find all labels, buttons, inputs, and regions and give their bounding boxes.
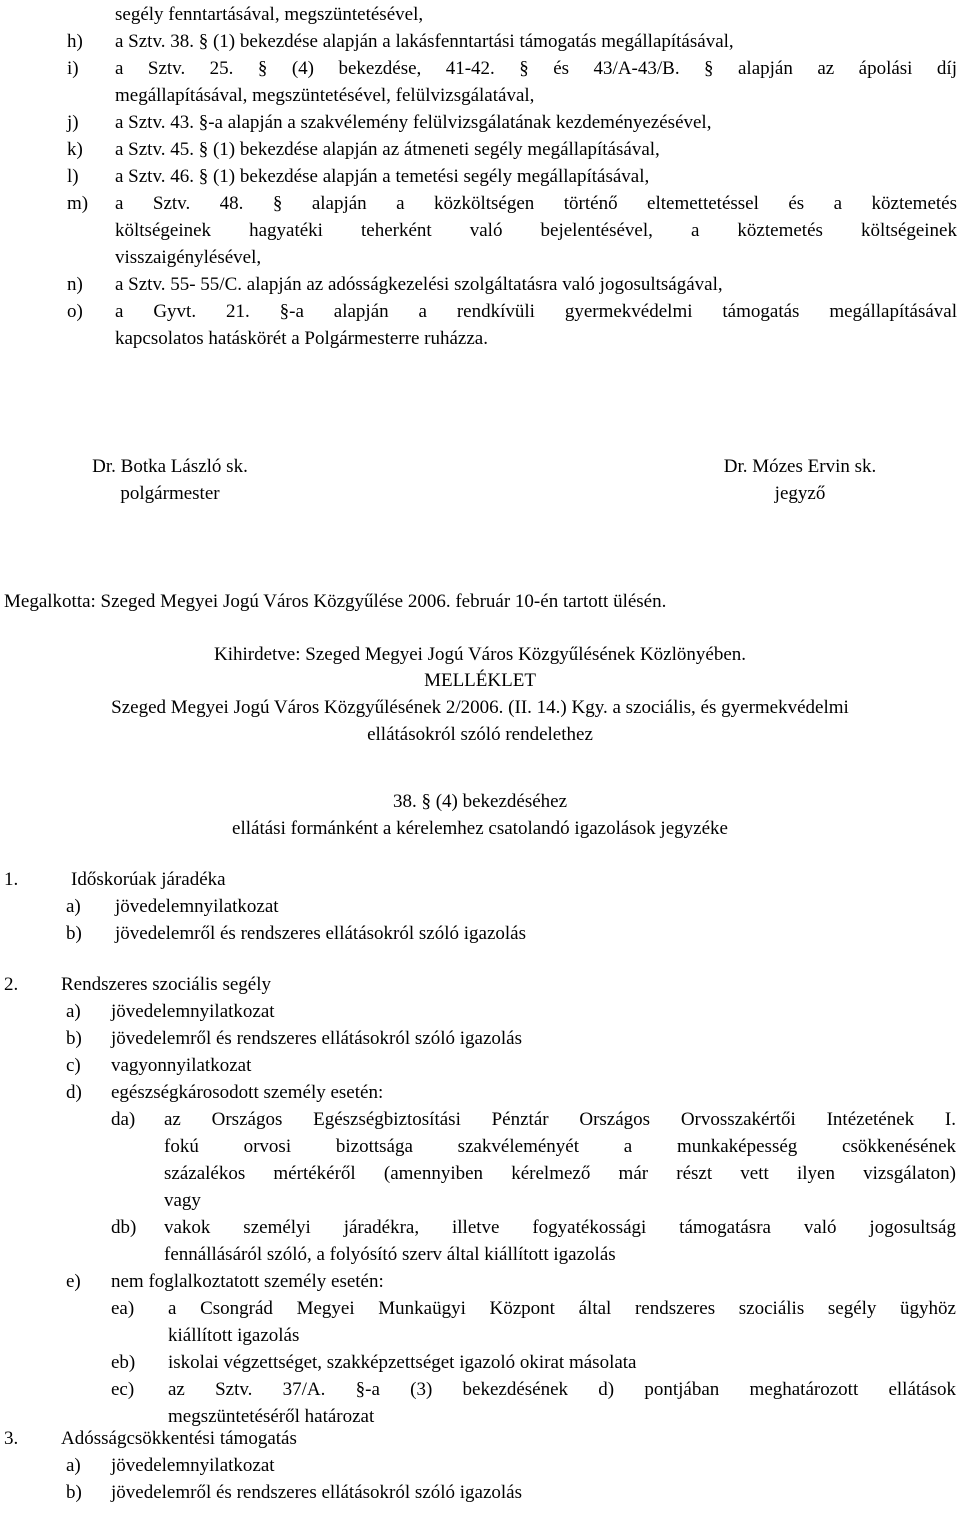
annex-line-1: Szeged Megyei Jogú Város Közgyűlésének 2/2006. (II. 14.) Kgy. a szociális, és gyermekvédelmi <box>111 697 849 718</box>
section-title: Időskorúak járadéka <box>71 869 226 890</box>
list-item <box>4 1025 956 1052</box>
section-2 <box>4 971 956 1430</box>
list-item-label: a) <box>66 896 81 917</box>
list-item-text: kapcsolatos hatáskörét a Polgármesterre ruházza. <box>115 328 488 349</box>
list-item-l <box>67 163 957 190</box>
section-title: Rendszeres szociális segély <box>61 974 271 995</box>
sub-item <box>4 1106 956 1133</box>
section-number: 1. <box>4 869 19 890</box>
sub-item-text: megszüntetéséről határozat <box>168 1406 375 1427</box>
sub-item <box>4 1295 956 1322</box>
list-item-label: n) <box>67 274 83 295</box>
list-item-label: c) <box>66 1055 81 1076</box>
mayor-title: polgármester <box>120 483 220 504</box>
promulgated-line: Kihirdetve: Szeged Megyei Jogú Város Közgyűlésének Közlönyében. <box>213 644 747 665</box>
enacted-line: Megalkotta: Szeged Megyei Jogú Város Közgyűlése 2006. február 10-én tartott ülésén. <box>4 591 667 612</box>
list-item-m-cont <box>67 217 957 244</box>
sub-item-cont <box>4 1160 956 1187</box>
list-item-text: egészségkárosodott személy esetén: <box>111 1082 384 1103</box>
notary-title: jegyző <box>774 483 826 504</box>
list-item <box>4 920 956 947</box>
sub-item <box>4 1349 956 1376</box>
mayor-signature <box>40 453 300 507</box>
sub-item-label: ec) <box>111 1379 135 1400</box>
sub-item-cont <box>4 1241 956 1268</box>
list-item-text: a Sztv. 25. § (4) bekezdése, 41-42. § és 43/A-43/B. § alapján az ápolási díj <box>115 58 957 79</box>
annex-line-2: ellátásokról szóló rendelethez <box>367 724 593 745</box>
sub-item-cont <box>4 1322 956 1349</box>
list-item <box>4 1452 956 1479</box>
ref-line-1: 38. § (4) bekezdéséhez <box>392 791 568 812</box>
list-item-label: d) <box>66 1082 82 1103</box>
list-item <box>4 893 956 920</box>
list-item-o <box>67 298 957 325</box>
list-item-label: b) <box>66 1482 82 1503</box>
list-item-text: nem foglalkoztatott személy esetén: <box>111 1271 384 1292</box>
ref-line-2: ellátási formánként a kérelemhez csatolandó igazolások jegyzéke <box>232 818 728 839</box>
annex-title: MELLÉKLET <box>424 670 536 691</box>
sub-item <box>4 1214 956 1241</box>
list-item-text: jövedelemről és rendszeres ellátásokról szóló igazolás <box>111 1028 522 1049</box>
notary-signature <box>680 453 920 507</box>
list-item-label: e) <box>66 1271 81 1292</box>
sub-item-text: a Csongrád Megyei Munkaügyi Központ által rendszeres szociális segély ügyhöz <box>168 1298 956 1319</box>
sub-item-text: vagy <box>164 1190 201 1211</box>
section-heading <box>4 866 956 893</box>
sub-item-label: ea) <box>111 1298 135 1319</box>
section-heading <box>4 971 956 998</box>
list-item-text: a Sztv. 46. § (1) bekezdése alapján a temetési segély megállapításával, <box>115 166 650 187</box>
list-item-label: m) <box>67 193 89 214</box>
list-item-text: vagyonnyilatkozat <box>111 1055 252 1076</box>
list-item-text: jövedelemről és rendszeres ellátásokról szóló igazolás <box>115 923 526 944</box>
list-item-text: a Gyvt. 21. §-a alapján a rendkívüli gyermekvédelmi támogatás megállapításával <box>115 301 957 322</box>
list-item-text: megállapításával, megszüntetésével, felülvizsgálatával, <box>115 85 535 106</box>
list-item-text: a Sztv. 48. § alapján a közköltségen történő eltemettetéssel és a köztemetés <box>115 193 957 214</box>
sub-item-cont <box>4 1133 956 1160</box>
section-number: 3. <box>4 1428 19 1449</box>
list-item-text: jövedelemről és rendszeres ellátásokról szóló igazolás <box>111 1482 522 1503</box>
sub-item-text: százalékos mértékéről (amennyiben kérelmező már részt vett ilyen vizsgálaton) <box>164 1163 956 1184</box>
section-heading <box>4 1425 956 1452</box>
list-item-i-cont <box>67 82 957 109</box>
list-item-text: a Sztv. 38. § (1) bekezdése alapján a lakásfenntartási támogatás megállapításával, <box>115 31 734 52</box>
section-3 <box>4 1425 956 1506</box>
sub-item-text: fennállásáról szóló, a folyósító szerv által kiállított igazolás <box>164 1244 616 1265</box>
sub-item-text: vakok személyi járadékra, illetve fogyatékossági támogatásra való jogosultság <box>164 1217 956 1238</box>
list-item-label: b) <box>66 923 82 944</box>
list-item-text: a Sztv. 55- 55/C. alapján az adósságkezelési szolgáltatásra való jogosultságával, <box>115 274 723 295</box>
sub-item-label: da) <box>111 1109 136 1130</box>
list-continuation-text: segély fenntartásával, megszüntetésével, <box>115 4 424 25</box>
list-item-text: jövedelemnyilatkozat <box>115 896 279 917</box>
list-item-label: h) <box>67 31 83 52</box>
list-item <box>4 1268 956 1295</box>
sub-item-text: iskolai végzettséget, szakképzettséget igazoló okirat másolata <box>168 1352 637 1373</box>
list-continuation <box>67 1 957 28</box>
sub-item-text: kiállított igazolás <box>168 1325 300 1346</box>
mayor-name: Dr. Botka László sk. <box>92 456 248 477</box>
list-item <box>4 1079 956 1106</box>
list-item <box>4 1479 956 1506</box>
list-item-text: visszaigénylésével, <box>115 247 262 268</box>
list-item-o-cont <box>67 325 957 352</box>
section-1 <box>4 866 956 947</box>
list-item-i <box>67 55 957 82</box>
list-item-text: a Sztv. 45. § (1) bekezdése alapján az átmeneti segély megállapításával, <box>115 139 660 160</box>
list-item-k <box>67 136 957 163</box>
list-item-label: l) <box>67 166 79 187</box>
sub-item-cont <box>4 1187 956 1214</box>
list-item-label: j) <box>67 112 79 133</box>
list-item-m <box>67 190 957 217</box>
sub-item-label: eb) <box>111 1352 136 1373</box>
list-item-label: i) <box>67 58 79 79</box>
list-item-j <box>67 109 957 136</box>
list-item <box>4 998 956 1025</box>
list-item <box>4 1052 956 1079</box>
list-item-m-cont <box>67 244 957 271</box>
list-item-h <box>67 28 957 55</box>
list-item-label: o) <box>67 301 83 322</box>
notary-name: Dr. Mózes Ervin sk. <box>723 456 877 477</box>
list-item-text: jövedelemnyilatkozat <box>111 1455 275 1476</box>
sub-item <box>4 1376 956 1403</box>
list-item-text: költségeinek hagyatéki teherként való bejelentésével, a köztemetés költségeinek <box>115 220 957 241</box>
sub-item-label: db) <box>111 1217 137 1238</box>
section-title: Adósságcsökkentési támogatás <box>61 1428 297 1449</box>
delegation-list <box>67 1 957 352</box>
list-item-text: jövedelemnyilatkozat <box>111 1001 275 1022</box>
sub-item-text: az Sztv. 37/A. §-a (3) bekezdésének d) pontjában meghatározott ellátások <box>168 1379 956 1400</box>
sub-item-text: fokú orvosi bizottsága szakvéleményét a munkaképesség csökkenésének <box>164 1136 956 1157</box>
list-item-label: a) <box>66 1455 81 1476</box>
section-number: 2. <box>4 974 19 995</box>
list-item-label: b) <box>66 1028 82 1049</box>
sub-item-text: az Országos Egészségbiztosítási Pénztár Országos Orvosszakértői Intézetének I. <box>164 1109 956 1130</box>
list-item-label: k) <box>67 139 83 160</box>
list-item-label: a) <box>66 1001 81 1022</box>
list-item-n <box>67 271 957 298</box>
list-item-text: a Sztv. 43. §-a alapján a szakvélemény felülvizsgálatának kezdeményezésével, <box>115 112 712 133</box>
